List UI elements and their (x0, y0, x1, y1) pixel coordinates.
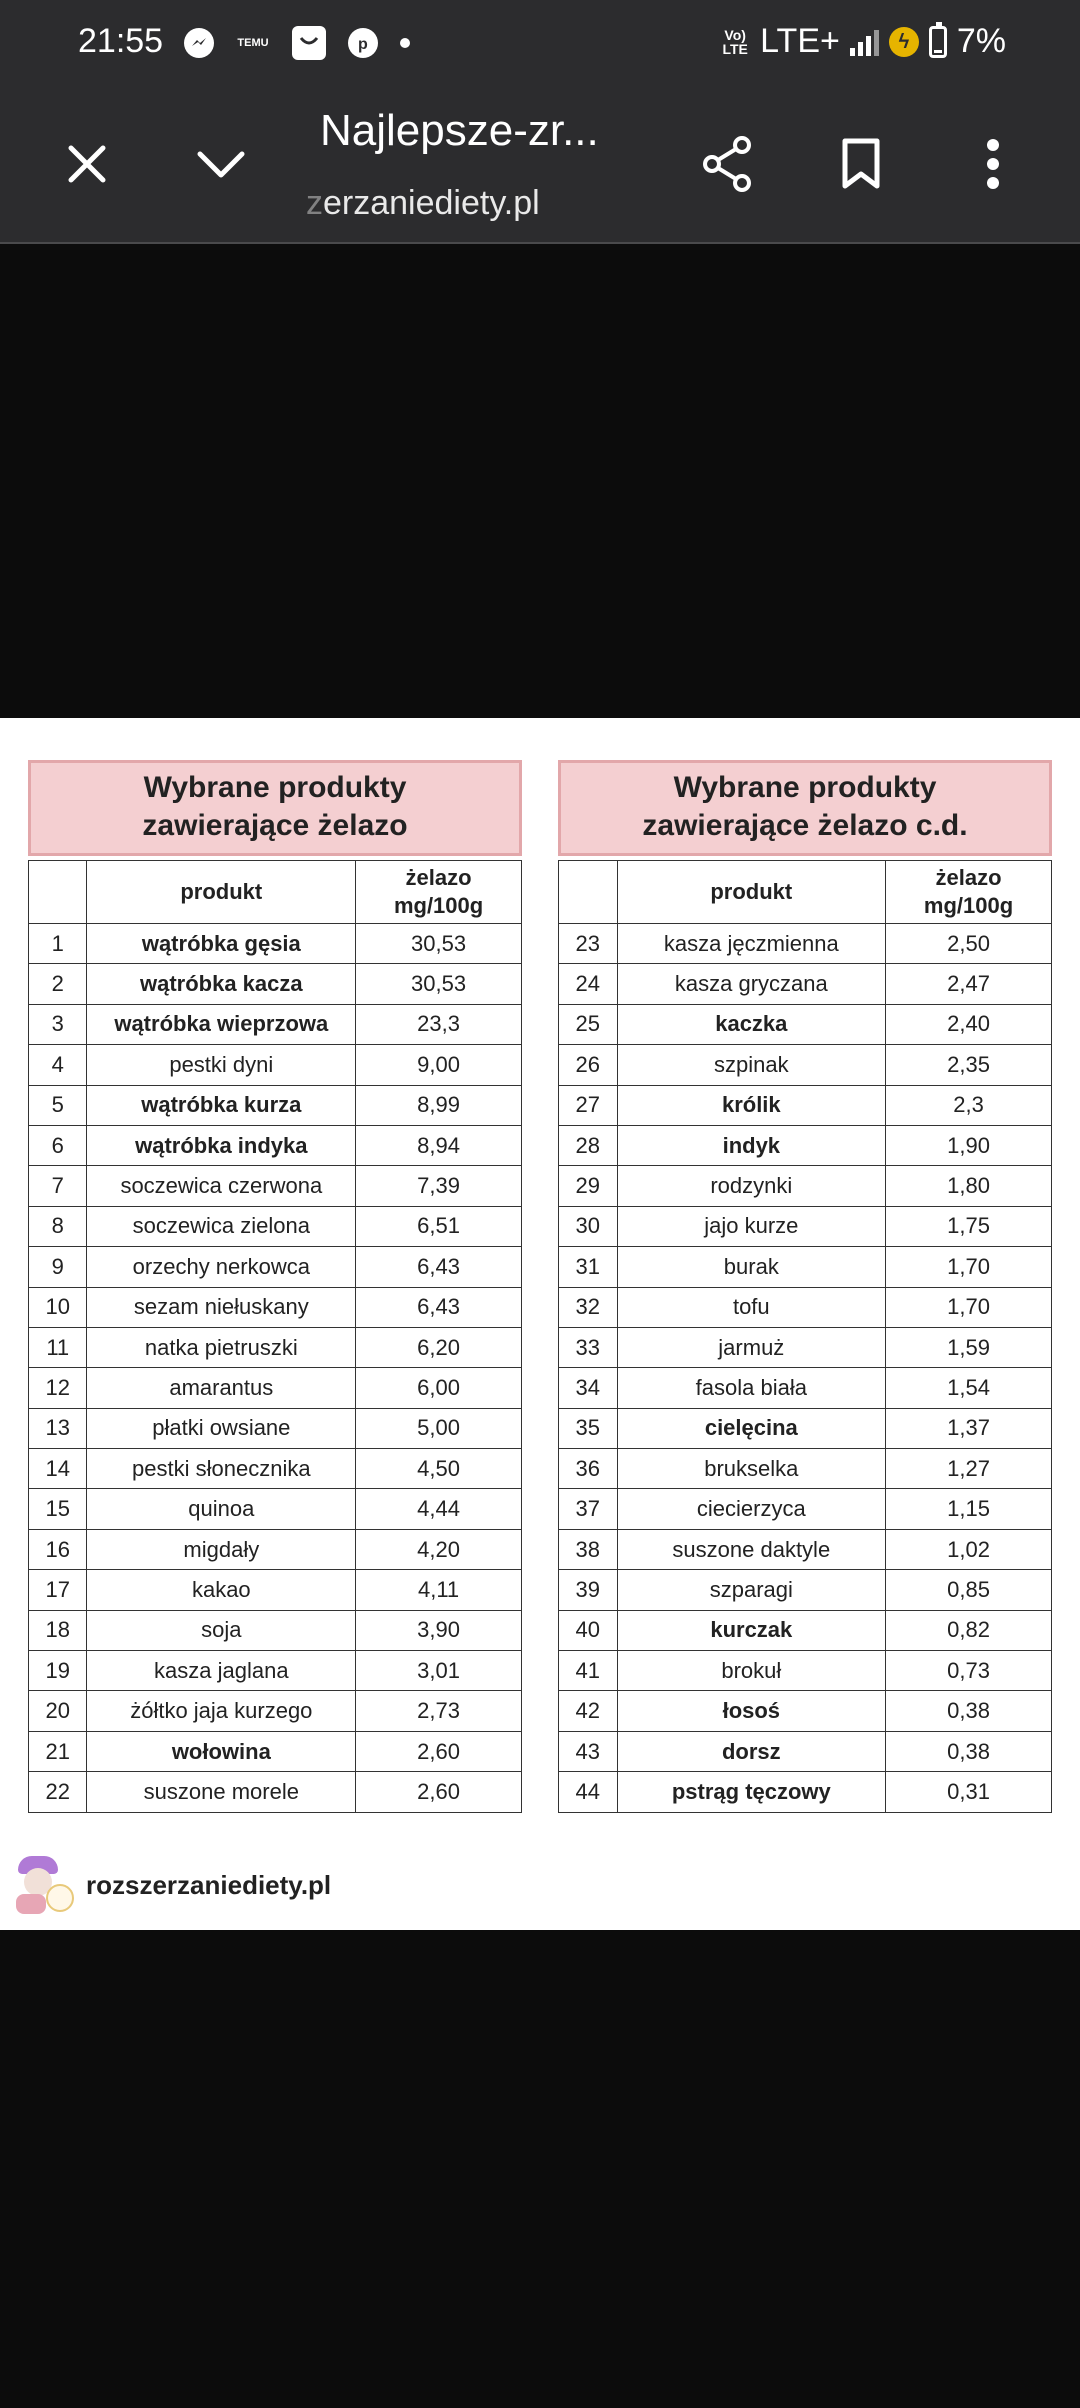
row-product: cielęcina (617, 1408, 886, 1448)
table-row (29, 1206, 522, 1246)
chevron-down-icon (196, 149, 246, 179)
row-number: 14 (29, 1449, 87, 1489)
table-row (559, 1125, 1052, 1165)
row-iron-value: 4,50 (356, 1449, 522, 1489)
row-product: wołowina (87, 1731, 356, 1771)
row-product: kasza gryczana (617, 964, 886, 1004)
row-iron-value: 1,80 (886, 1166, 1052, 1206)
table-row (29, 1004, 522, 1044)
temu-icon (236, 28, 270, 58)
row-product: jarmuż (617, 1327, 886, 1367)
row-number: 28 (559, 1125, 618, 1165)
table-header-row (559, 861, 1052, 924)
row-number: 12 (29, 1368, 87, 1408)
row-product: rodzynki (617, 1166, 886, 1206)
table-row (559, 964, 1052, 1004)
row-iron-value: 1,37 (886, 1408, 1052, 1448)
row-number: 25 (559, 1004, 618, 1044)
col-number (29, 861, 87, 924)
table-row (559, 1570, 1052, 1610)
row-number: 31 (559, 1247, 618, 1287)
col-iron (356, 861, 522, 924)
row-iron-value: 0,82 (886, 1610, 1052, 1650)
left-title-line-1: Wybrane produkty (143, 771, 407, 804)
row-number: 8 (29, 1206, 87, 1246)
table-row (559, 1327, 1052, 1367)
row-number: 13 (29, 1408, 87, 1448)
row-iron-value: 6,00 (356, 1368, 522, 1408)
table-row (559, 1772, 1052, 1812)
image-viewer-content[interactable] (0, 718, 1080, 1930)
row-iron-value: 1,15 (886, 1489, 1052, 1529)
row-iron-value: 4,44 (356, 1489, 522, 1529)
row-product: kakao (87, 1570, 356, 1610)
row-product: fasola biała (617, 1368, 886, 1408)
row-iron-value: 1,27 (886, 1449, 1052, 1489)
row-product: wątróbka kurza (87, 1085, 356, 1125)
table-row (29, 924, 522, 964)
messenger-icon (184, 28, 214, 58)
row-product: kasza jęczmienna (617, 924, 886, 964)
volte-icon: Vo) LTE (722, 26, 748, 57)
right-table-body (559, 924, 1052, 1813)
table-row (559, 1368, 1052, 1408)
table-row (29, 1610, 522, 1650)
row-iron-value: 2,3 (886, 1085, 1052, 1125)
row-product: ciecierzyca (617, 1489, 886, 1529)
page-title: Najlepsze-zr... (320, 106, 599, 155)
row-iron-value: 30,53 (356, 964, 522, 1004)
row-number: 1 (29, 924, 87, 964)
row-product: suszone morele (87, 1772, 356, 1812)
row-product: sezam niełuskany (87, 1287, 356, 1327)
row-number: 44 (559, 1772, 618, 1812)
row-iron-value: 2,73 (356, 1691, 522, 1731)
row-product: orzechy nerkowca (87, 1247, 356, 1287)
table-row (29, 1691, 522, 1731)
table-row (29, 1327, 522, 1367)
row-iron-value: 0,85 (886, 1570, 1052, 1610)
table-row (559, 1166, 1052, 1206)
row-product: szparagi (617, 1570, 886, 1610)
row-number: 16 (29, 1529, 87, 1569)
table-row (29, 964, 522, 1004)
row-product: łosoś (617, 1691, 886, 1731)
page-url (306, 184, 540, 223)
row-product: indyk (617, 1125, 886, 1165)
col-iron-line-2: mg/100g (923, 893, 1014, 918)
row-product: jajo kurze (617, 1206, 886, 1246)
svg-text:p: p (358, 36, 368, 53)
row-number: 3 (29, 1004, 87, 1044)
battery-saver-icon: ϟ (889, 27, 919, 57)
iron-table-right (558, 760, 1052, 1813)
row-iron-value: 2,40 (886, 1004, 1052, 1044)
close-icon (67, 144, 107, 184)
brand-footer (10, 1854, 331, 1916)
row-number: 22 (29, 1772, 87, 1812)
row-number: 7 (29, 1166, 87, 1206)
row-product: quinoa (87, 1489, 356, 1529)
row-iron-value: 1,54 (886, 1368, 1052, 1408)
row-number: 41 (559, 1651, 618, 1691)
browser-toolbar (0, 86, 1080, 244)
row-number: 40 (559, 1610, 618, 1650)
row-number: 33 (559, 1327, 618, 1367)
row-product: soja (87, 1610, 356, 1650)
row-number: 24 (559, 964, 618, 1004)
more-vert-icon (986, 139, 1000, 189)
row-number: 35 (559, 1408, 618, 1448)
row-product: migdały (87, 1529, 356, 1569)
battery-icon (929, 26, 947, 58)
table-row (29, 1570, 522, 1610)
table-row (29, 1529, 522, 1569)
row-number: 20 (29, 1691, 87, 1731)
row-iron-value: 1,59 (886, 1327, 1052, 1367)
row-product: wątróbka kacza (87, 964, 356, 1004)
table-row (559, 1408, 1052, 1448)
row-iron-value: 4,20 (356, 1529, 522, 1569)
row-iron-value: 0,38 (886, 1731, 1052, 1771)
col-number (559, 861, 618, 924)
row-product: płatki owsiane (87, 1408, 356, 1448)
table-row (559, 1731, 1052, 1771)
row-number: 36 (559, 1449, 618, 1489)
row-number: 17 (29, 1570, 87, 1610)
row-product: tofu (617, 1287, 886, 1327)
row-product: wątróbka wieprzowa (87, 1004, 356, 1044)
share-icon (700, 135, 754, 193)
table-row (29, 1489, 522, 1529)
row-product: kasza jaglana (87, 1651, 356, 1691)
table-row (29, 1085, 522, 1125)
table-row (29, 1166, 522, 1206)
row-iron-value: 6,43 (356, 1287, 522, 1327)
row-iron-value: 2,50 (886, 924, 1052, 964)
row-number: 39 (559, 1570, 618, 1610)
row-number: 15 (29, 1489, 87, 1529)
row-iron-value: 2,60 (356, 1772, 522, 1812)
row-product: szpinak (617, 1045, 886, 1085)
url-faded-prefix: z (306, 184, 323, 222)
row-iron-value: 5,00 (356, 1408, 522, 1448)
row-iron-value: 1,70 (886, 1287, 1052, 1327)
row-number: 10 (29, 1287, 87, 1327)
col-iron-line-1: żelazo (935, 865, 1002, 890)
row-iron-value: 3,90 (356, 1610, 522, 1650)
row-product: pstrąg tęczowy (617, 1772, 886, 1812)
left-title-line-2: zawierające żelazo (142, 809, 408, 842)
bookmark-button[interactable] (816, 86, 906, 242)
row-number: 6 (29, 1125, 87, 1165)
minimize-button[interactable] (176, 86, 266, 242)
row-number: 9 (29, 1247, 87, 1287)
left-table-body (29, 924, 522, 1813)
row-number: 19 (29, 1651, 87, 1691)
status-bar (0, 0, 1080, 86)
row-product: wątróbka indyka (87, 1125, 356, 1165)
bookmark-icon (841, 138, 881, 190)
right-data-table (558, 860, 1052, 1813)
row-number: 42 (559, 1691, 618, 1731)
close-button[interactable] (42, 86, 132, 242)
col-product: produkt (87, 861, 356, 924)
row-iron-value: 1,75 (886, 1206, 1052, 1246)
row-product: pestki dyni (87, 1045, 356, 1085)
row-product: kurczak (617, 1610, 886, 1650)
col-iron-line-2: mg/100g (393, 893, 484, 918)
table-row (29, 1368, 522, 1408)
row-iron-value: 9,00 (356, 1045, 522, 1085)
table-row (29, 1247, 522, 1287)
row-product: dorsz (617, 1731, 886, 1771)
row-iron-value: 0,73 (886, 1651, 1052, 1691)
right-table-title (558, 760, 1052, 856)
more-notifications-dot (400, 38, 410, 48)
row-number: 29 (559, 1166, 618, 1206)
battery-percent: 7% (956, 22, 1006, 60)
table-row (29, 1125, 522, 1165)
left-table-title (28, 760, 522, 856)
row-product: natka pietruszki (87, 1327, 356, 1367)
col-iron-line-1: żelazo (405, 865, 472, 890)
table-row (559, 1651, 1052, 1691)
row-product: burak (617, 1247, 886, 1287)
row-number: 26 (559, 1045, 618, 1085)
row-iron-value: 23,3 (356, 1004, 522, 1044)
row-iron-value: 4,11 (356, 1570, 522, 1610)
row-product: królik (617, 1085, 886, 1125)
signal-icon (850, 28, 879, 56)
left-data-table (28, 860, 522, 1813)
row-number: 2 (29, 964, 87, 1004)
row-iron-value: 1,02 (886, 1529, 1052, 1569)
row-number: 5 (29, 1085, 87, 1125)
col-iron (886, 861, 1052, 924)
row-iron-value: 1,70 (886, 1247, 1052, 1287)
row-iron-value: 0,38 (886, 1691, 1052, 1731)
row-iron-value: 6,20 (356, 1327, 522, 1367)
shop-icon (292, 26, 326, 60)
table-row (29, 1287, 522, 1327)
row-product: wątróbka gęsia (87, 924, 356, 964)
table-row (29, 1772, 522, 1812)
right-title-line-2: zawierające żelazo c.d. (642, 809, 968, 842)
table-row (559, 924, 1052, 964)
row-iron-value: 7,39 (356, 1166, 522, 1206)
row-number: 37 (559, 1489, 618, 1529)
table-row (29, 1408, 522, 1448)
row-number: 4 (29, 1045, 87, 1085)
notification-icons (184, 26, 410, 60)
row-product: suszone daktyle (617, 1529, 886, 1569)
table-row (29, 1045, 522, 1085)
row-iron-value: 30,53 (356, 924, 522, 964)
menu-button[interactable] (948, 86, 1038, 242)
table-header-row (29, 861, 522, 924)
table-row (559, 1610, 1052, 1650)
row-number: 18 (29, 1610, 87, 1650)
table-row (559, 1449, 1052, 1489)
row-product: kaczka (617, 1004, 886, 1044)
brand-logo-icon (10, 1854, 72, 1916)
row-product: brokuł (617, 1651, 886, 1691)
table-row (29, 1651, 522, 1691)
row-product: pestki słonecznika (87, 1449, 356, 1489)
row-iron-value: 2,47 (886, 964, 1052, 1004)
table-row (559, 1045, 1052, 1085)
table-row (559, 1247, 1052, 1287)
table-row (559, 1691, 1052, 1731)
iron-table-left (28, 760, 522, 1813)
share-button[interactable] (682, 86, 772, 242)
row-product: soczewica zielona (87, 1206, 356, 1246)
row-number: 43 (559, 1731, 618, 1771)
table-row (559, 1287, 1052, 1327)
row-product: brukselka (617, 1449, 886, 1489)
network-type: LTE+ (760, 22, 840, 60)
row-iron-value: 8,94 (356, 1125, 522, 1165)
row-iron-value: 6,43 (356, 1247, 522, 1287)
table-row (559, 1085, 1052, 1125)
row-number: 34 (559, 1368, 618, 1408)
right-title-line-1: Wybrane produkty (673, 771, 937, 804)
url-text: erzaniediety.pl (323, 184, 540, 222)
row-number: 23 (559, 924, 618, 964)
row-iron-value: 0,31 (886, 1772, 1052, 1812)
status-time: 21:55 (78, 22, 164, 60)
table-row (559, 1489, 1052, 1529)
col-product: produkt (617, 861, 886, 924)
row-iron-value: 3,01 (356, 1651, 522, 1691)
row-number: 30 (559, 1206, 618, 1246)
table-row (559, 1529, 1052, 1569)
brand-name: rozszerzaniediety.pl (86, 1869, 332, 1900)
pinterest-icon (348, 28, 378, 58)
table-row (29, 1449, 522, 1489)
row-product: amarantus (87, 1368, 356, 1408)
row-iron-value: 6,51 (356, 1206, 522, 1246)
row-number: 38 (559, 1529, 618, 1569)
table-row (559, 1004, 1052, 1044)
row-iron-value: 8,99 (356, 1085, 522, 1125)
row-product: żółtko jaja kurzego (87, 1691, 356, 1731)
row-number: 11 (29, 1327, 87, 1367)
row-iron-value: 1,90 (886, 1125, 1052, 1165)
row-product: soczewica czerwona (87, 1166, 356, 1206)
row-number: 27 (559, 1085, 618, 1125)
system-icons (720, 22, 1006, 61)
row-iron-value: 2,35 (886, 1045, 1052, 1085)
temu-label: TEMU (237, 36, 269, 49)
table-row (29, 1731, 522, 1771)
row-number: 21 (29, 1731, 87, 1771)
row-iron-value: 2,60 (356, 1731, 522, 1771)
table-row (559, 1206, 1052, 1246)
row-number: 32 (559, 1287, 618, 1327)
